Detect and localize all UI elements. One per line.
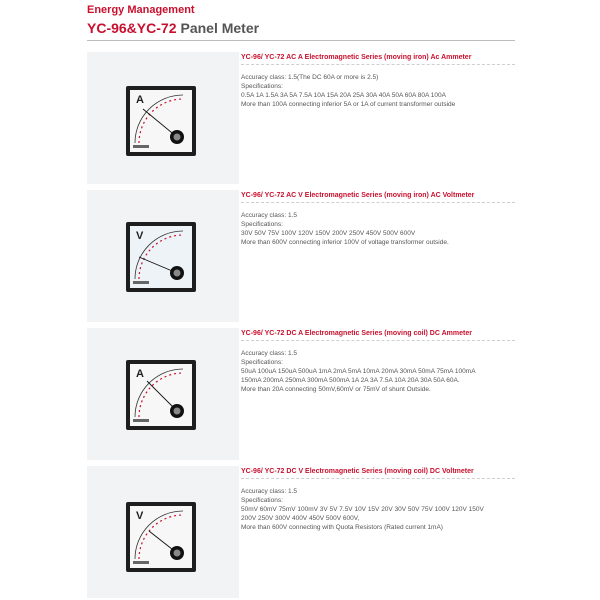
spec-line: 50uA 100uA 150uA 500uA 1mA 2mA 5mA 10mA 20mA 30mA 50mA 75mA 100mA [241,368,476,375]
spec-line: 30V 50V 75V 100V 120V 150V 200V 250V 450V 500V 600V [241,230,416,237]
product-card [87,190,515,324]
product-info [241,52,515,109]
title-dash-divider [241,340,515,341]
dial-unit-label: V [136,230,144,242]
product-title: YC-96/ YC-72 DC A Electromagnetic Series (moving coil) DC Ammeter [241,330,472,337]
spec-line: Specifications: [241,359,283,366]
product-card [87,466,515,600]
product-info [241,328,515,394]
title-dash-divider [241,202,515,203]
product-image [87,52,239,184]
product-description [241,211,515,247]
page-title [87,20,259,36]
spec-line: 0.5A 1A 1.5A 3A 5A 7.5A 10A 15A 20A 25A 30A 40A 50A 60A 80A 100A [241,92,446,99]
spec-line: 50mV 60mV 75mV 100mV 3V 5V 7.5V 10V 15V 20V 30V 50V 75V 100V 120V 150V [241,506,484,513]
model-label: YC-96&YC-72 [87,20,177,36]
title-divider [87,40,515,41]
product-info [241,466,515,532]
product-title: YC-96/ YC-72 AC A Electromagnetic Series (moving iron) Ac Ammeter [241,54,472,61]
product-description [241,349,515,394]
spec-line: Accuracy class: 1.5 [241,350,297,357]
product-description [241,73,515,109]
title-dash-divider [241,478,515,479]
panel-meter-icon [125,501,197,573]
spec-line: 150mA 200mA 250mA 300mA 500mA 1A 2A 3A 7.5A 10A 20A 30A 50A 60A. [241,377,460,384]
spec-line: More than 20A connecting 50mV,60mV or 75mV of shunt Outside. [241,386,431,393]
product-image [87,190,239,322]
spec-line: Specifications: [241,83,283,90]
title-dash-divider [241,64,515,65]
product-title: YC-96/ YC-72 DC V Electromagnetic Series (moving coil) DC Voltmeter [241,468,474,475]
spec-line: More than 600V connecting inferior 100V of voltage transformer outside. [241,239,449,246]
product-title: YC-96/ YC-72 AC V Electromagnetic Series (moving iron) AC Voltmeter [241,192,475,199]
spec-line: More than 600V connecting with Quota Resistors (Rated current 1mA) [241,524,443,531]
dial-unit-label: A [136,368,144,380]
dial-unit-label: A [136,94,144,106]
panel-meter-icon [125,359,197,431]
spec-line: Specifications: [241,497,283,504]
brand-label: Energy Management [87,4,195,16]
spec-line: More than 100A connecting inferior 5A or 1A of current transformer outside [241,101,456,108]
product-info [241,190,515,247]
product-image [87,466,239,598]
product-card [87,328,515,462]
product-description [241,487,515,532]
spec-line: Accuracy class: 1.5(The DC 60A or more is 2.5) [241,74,379,81]
panel-meter-icon [125,85,197,157]
product-name-label: Panel Meter [180,20,260,36]
panel-meter-icon [125,221,197,293]
spec-line: Accuracy class: 1.5 [241,488,297,495]
spec-line: 200V 250V 300V 400V 450V 500V 600V, [241,515,360,522]
product-card [87,52,515,186]
spec-line: Specifications: [241,221,283,228]
dial-unit-label: V [136,510,144,522]
spec-line: Accuracy class: 1.5 [241,212,297,219]
product-image [87,328,239,460]
